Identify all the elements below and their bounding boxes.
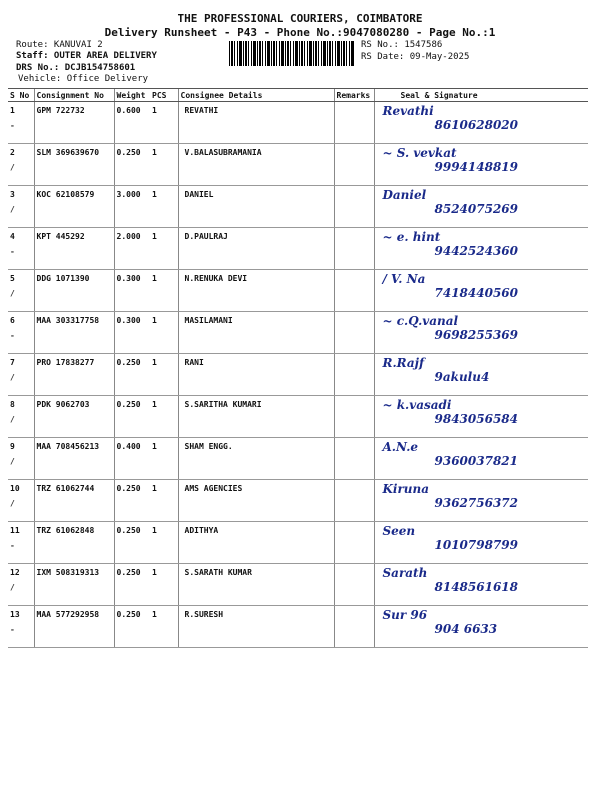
consignee-cell: MASILAMANI <box>178 312 334 354</box>
weight-cell: 0.250 <box>114 606 150 648</box>
weight-cell: 2.000 <box>114 228 150 270</box>
handwritten-phone: 9994148819 <box>434 160 518 174</box>
table-row <box>8 522 588 564</box>
signature-mark: Sur 96 <box>382 608 428 622</box>
handwritten-phone: 9698255369 <box>434 328 518 342</box>
remarks-cell <box>334 354 374 396</box>
serial-number: 12 <box>10 568 20 577</box>
signature-mark: Kiruna <box>382 482 430 496</box>
table-row <box>8 480 588 522</box>
serial-cell <box>8 480 34 522</box>
remarks-cell <box>334 522 374 564</box>
signature-mark: Seen <box>382 524 416 538</box>
signature-cell <box>374 522 588 564</box>
consignment-cell: KOC 62108579 <box>34 186 114 228</box>
consignment-cell: PRO 17838277 <box>34 354 114 396</box>
serial-cell <box>8 438 34 480</box>
weight-cell: 0.300 <box>114 312 150 354</box>
signature-mark: ~ S. vevkat <box>382 146 457 160</box>
runsheet-table <box>8 88 588 648</box>
pcs-cell: 1 <box>150 564 178 606</box>
weight-cell: 0.250 <box>114 522 150 564</box>
serial-cell <box>8 522 34 564</box>
signature-mark: / V. Na <box>382 272 426 286</box>
serial-cell <box>8 186 34 228</box>
consignee-cell: AMS AGENCIES <box>178 480 334 522</box>
consignment-cell: MAA 577292958 <box>34 606 114 648</box>
weight-cell: 0.250 <box>114 564 150 606</box>
handwritten-phone: 9akulu4 <box>434 370 490 384</box>
route-label: Route: KANUVAI 2 <box>16 40 103 50</box>
serial-cell <box>8 102 34 144</box>
signature-cell <box>374 102 588 144</box>
remarks-cell <box>334 396 374 438</box>
signature-mark: Revathi <box>382 104 434 118</box>
remarks-cell <box>334 312 374 354</box>
signature-cell <box>374 396 588 438</box>
col-pcs: PCS <box>150 89 178 102</box>
col-weight: Weight <box>114 89 150 102</box>
col-consignment: Consignment No <box>34 89 114 102</box>
consignment-cell: PDK 9062703 <box>34 396 114 438</box>
pcs-cell: 1 <box>150 270 178 312</box>
handwritten-phone: 9442524360 <box>434 244 518 258</box>
weight-cell: 0.400 <box>114 438 150 480</box>
weight-cell: 0.300 <box>114 270 150 312</box>
pcs-cell: 1 <box>150 144 178 186</box>
consignment-cell: TRZ 61062848 <box>34 522 114 564</box>
handwritten-phone: 8610628020 <box>434 118 518 132</box>
tick-mark: - <box>10 331 15 340</box>
remarks-cell <box>334 438 374 480</box>
remarks-cell <box>334 270 374 312</box>
pcs-cell: 1 <box>150 228 178 270</box>
pcs-cell: 1 <box>150 606 178 648</box>
signature-cell <box>374 438 588 480</box>
rs-number: RS No.: 1547586 <box>361 40 443 50</box>
tick-mark: - <box>10 625 15 634</box>
tick-mark: - <box>10 121 15 130</box>
consignee-cell: SHAM ENGG. <box>178 438 334 480</box>
serial-number: 10 <box>10 484 20 493</box>
serial-cell <box>8 144 34 186</box>
consignment-cell: MAA 303317758 <box>34 312 114 354</box>
tick-mark: / <box>10 457 15 466</box>
handwritten-phone: 8148561618 <box>434 580 518 594</box>
remarks-cell <box>334 186 374 228</box>
serial-number: 1 <box>10 106 15 115</box>
pcs-cell: 1 <box>150 480 178 522</box>
tick-mark: / <box>10 289 15 298</box>
serial-number: 8 <box>10 400 15 409</box>
weight-cell: 3.000 <box>114 186 150 228</box>
consignment-cell: DDG 1071390 <box>34 270 114 312</box>
table-row <box>8 396 588 438</box>
weight-cell: 0.250 <box>114 480 150 522</box>
consignee-cell: RANI <box>178 354 334 396</box>
remarks-cell <box>334 606 374 648</box>
consignment-cell: KPT 445292 <box>34 228 114 270</box>
weight-cell: 0.250 <box>114 144 150 186</box>
serial-number: 3 <box>10 190 15 199</box>
pcs-cell: 1 <box>150 522 178 564</box>
serial-cell <box>8 396 34 438</box>
serial-cell <box>8 354 34 396</box>
signature-cell <box>374 228 588 270</box>
signature-mark: Daniel <box>382 188 427 202</box>
runsheet-subtitle: Delivery Runsheet - P43 - Phone No.:9047080280 - Page No.:1 <box>104 26 496 39</box>
handwritten-phone: 9843056584 <box>434 412 518 426</box>
serial-number: 4 <box>10 232 15 241</box>
handwritten-phone: 8524075269 <box>434 202 518 216</box>
company-title: THE PROFESSIONAL COURIERS, COIMBATORE <box>177 12 423 25</box>
consignment-cell: GPM 722732 <box>34 102 114 144</box>
handwritten-phone: 9362756372 <box>434 496 518 510</box>
serial-number: 11 <box>10 526 20 535</box>
table-row <box>8 564 588 606</box>
signature-cell <box>374 144 588 186</box>
serial-number: 5 <box>10 274 15 283</box>
tick-mark: / <box>10 499 15 508</box>
serial-cell <box>8 312 34 354</box>
handwritten-phone: 904 6633 <box>434 622 498 636</box>
signature-mark: ~ k.vasadi <box>382 398 452 412</box>
serial-cell <box>8 606 34 648</box>
barcode <box>229 41 354 66</box>
signature-cell <box>374 270 588 312</box>
consignee-cell: R.SURESH <box>178 606 334 648</box>
signature-cell <box>374 354 588 396</box>
consignee-cell: DANIEL <box>178 186 334 228</box>
serial-cell <box>8 564 34 606</box>
pcs-cell: 1 <box>150 354 178 396</box>
consignee-cell: S.SARATH KUMAR <box>178 564 334 606</box>
weight-cell: 0.250 <box>114 396 150 438</box>
signature-cell <box>374 186 588 228</box>
col-sno: S No <box>8 89 34 102</box>
table-row <box>8 186 588 228</box>
col-signature: Seal & Signature <box>374 89 588 102</box>
signature-mark: Sarath <box>382 566 428 580</box>
pcs-cell: 1 <box>150 312 178 354</box>
table-row <box>8 228 588 270</box>
pcs-cell: 1 <box>150 102 178 144</box>
signature-cell <box>374 480 588 522</box>
serial-number: 13 <box>10 610 20 619</box>
rs-date: RS Date: 09-May-2025 <box>361 52 470 62</box>
serial-cell <box>8 228 34 270</box>
consignment-cell: TRZ 61062744 <box>34 480 114 522</box>
signature-mark: A.N.e <box>382 440 419 454</box>
weight-cell: 0.600 <box>114 102 150 144</box>
handwritten-phone: 1010798799 <box>434 538 518 552</box>
drs-label: DRS No.: DCJB154758601 <box>16 63 136 73</box>
signature-mark: ~ c.Q.vanal <box>382 314 459 328</box>
serial-number: 6 <box>10 316 15 325</box>
pcs-cell: 1 <box>150 438 178 480</box>
vehicle-label: Vehicle: Office Delivery <box>18 74 149 84</box>
serial-number: 9 <box>10 442 15 451</box>
signature-cell <box>374 312 588 354</box>
consignment-cell: MAA 708456213 <box>34 438 114 480</box>
remarks-cell <box>334 228 374 270</box>
tick-mark: / <box>10 415 15 424</box>
handwritten-phone: 7418440560 <box>434 286 518 300</box>
table-row <box>8 102 588 144</box>
table-row <box>8 438 588 480</box>
consignee-cell: N.RENUKA DEVI <box>178 270 334 312</box>
tick-mark: - <box>10 247 15 256</box>
consignee-cell: S.SARITHA KUMARI <box>178 396 334 438</box>
consignee-cell: V.BALASUBRAMANIA <box>178 144 334 186</box>
remarks-cell <box>334 564 374 606</box>
weight-cell: 0.250 <box>114 354 150 396</box>
tick-mark: / <box>10 373 15 382</box>
remarks-cell <box>334 144 374 186</box>
col-remarks: Remarks <box>334 89 374 102</box>
signature-mark: ~ e. hint <box>382 230 441 244</box>
remarks-cell <box>334 102 374 144</box>
signature-mark: R.Rajf <box>382 356 425 370</box>
staff-label: Staff: OUTER AREA DELIVERY <box>16 51 157 61</box>
table-header-row <box>8 89 588 102</box>
pcs-cell: 1 <box>150 186 178 228</box>
table-row <box>8 312 588 354</box>
tick-mark: / <box>10 163 15 172</box>
table-row <box>8 606 588 648</box>
consignee-cell: D.PAULRAJ <box>178 228 334 270</box>
consignee-cell: REVATHI <box>178 102 334 144</box>
serial-cell <box>8 270 34 312</box>
tick-mark: / <box>10 205 15 214</box>
tick-mark: - <box>10 541 15 550</box>
signature-cell <box>374 564 588 606</box>
table-row <box>8 144 588 186</box>
consignment-cell: SLM 369639670 <box>34 144 114 186</box>
table-row <box>8 354 588 396</box>
serial-number: 2 <box>10 148 15 157</box>
consignment-cell: IXM 508319313 <box>34 564 114 606</box>
table-row <box>8 270 588 312</box>
serial-number: 7 <box>10 358 15 367</box>
remarks-cell <box>334 480 374 522</box>
signature-cell <box>374 606 588 648</box>
consignee-cell: ADITHYA <box>178 522 334 564</box>
handwritten-phone: 9360037821 <box>434 454 518 468</box>
tick-mark: / <box>10 583 15 592</box>
pcs-cell: 1 <box>150 396 178 438</box>
col-consignee: Consignee Details <box>178 89 334 102</box>
